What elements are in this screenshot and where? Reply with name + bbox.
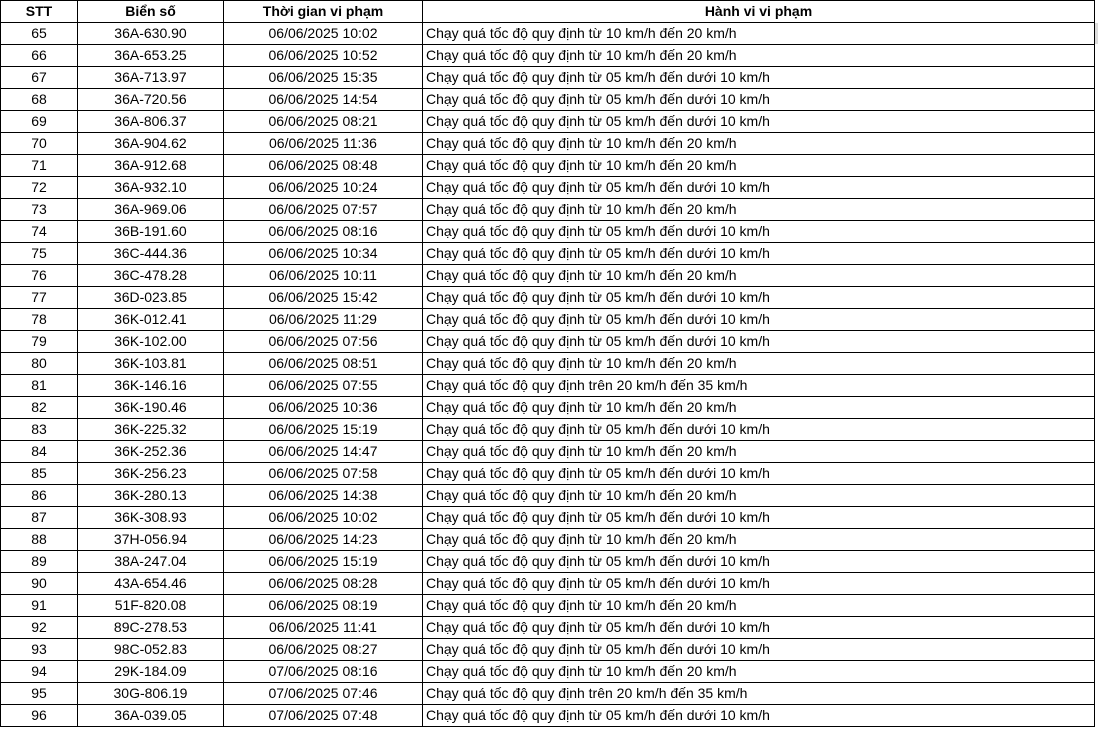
cell-violation-behavior[interactable]: Chạy quá tốc độ quy định từ 10 km/h đến 20 km/h (423, 265, 1095, 287)
table-row (1, 243, 1095, 265)
cell-license-plate[interactable]: 36K-280.13 (78, 485, 224, 507)
cell-license-plate[interactable]: 36K-252.36 (78, 441, 224, 463)
cell-license-plate[interactable]: 36K-190.46 (78, 397, 224, 419)
cell-stt[interactable]: 83 (1, 419, 78, 441)
table-row (1, 441, 1095, 463)
table-row (1, 595, 1095, 617)
cell-license-plate[interactable]: 36A-932.10 (78, 177, 224, 199)
cell-license-plate[interactable]: 36A-713.97 (78, 67, 224, 89)
cell-license-plate[interactable]: 29K-184.09 (78, 661, 224, 683)
cell-violation-time[interactable]: 06/06/2025 15:19 (224, 419, 423, 441)
cell-violation-time[interactable]: 06/06/2025 08:48 (224, 155, 423, 177)
cell-violation-behavior[interactable]: Chạy quá tốc độ quy định từ 10 km/h đến 20 km/h (423, 441, 1095, 463)
cell-violation-time[interactable]: 06/06/2025 08:28 (224, 573, 423, 595)
header-violation-time[interactable]: Thời gian vi phạm (224, 1, 423, 23)
table-row (1, 23, 1095, 45)
table-row (1, 529, 1095, 551)
cell-license-plate[interactable]: 43A-654.46 (78, 573, 224, 595)
cell-stt[interactable]: 94 (1, 661, 78, 683)
cell-violation-behavior[interactable]: Chạy quá tốc độ quy định từ 05 km/h đến dưới 10 km/h (423, 617, 1095, 639)
cell-violation-behavior[interactable]: Chạy quá tốc độ quy định từ 05 km/h đến dưới 10 km/h (423, 331, 1095, 353)
header-row (1, 1, 1095, 23)
cell-stt[interactable]: 82 (1, 397, 78, 419)
cell-stt[interactable]: 92 (1, 617, 78, 639)
cell-violation-behavior[interactable]: Chạy quá tốc độ quy định từ 05 km/h đến dưới 10 km/h (423, 507, 1095, 529)
cell-violation-behavior[interactable]: Chạy quá tốc độ quy định từ 05 km/h đến dưới 10 km/h (423, 89, 1095, 111)
cell-stt[interactable]: 73 (1, 199, 78, 221)
table-row (1, 221, 1095, 243)
cell-violation-behavior[interactable]: Chạy quá tốc độ quy định từ 10 km/h đến 20 km/h (423, 485, 1095, 507)
cell-violation-behavior[interactable]: Chạy quá tốc độ quy định từ 05 km/h đến dưới 10 km/h (423, 177, 1095, 199)
cell-stt[interactable]: 72 (1, 177, 78, 199)
cell-license-plate[interactable]: 30G-806.19 (78, 683, 224, 705)
cell-license-plate[interactable]: 36A-039.05 (78, 705, 224, 727)
cell-violation-time[interactable]: 06/06/2025 10:02 (224, 507, 423, 529)
cell-violation-time[interactable]: 06/06/2025 11:36 (224, 133, 423, 155)
cell-license-plate[interactable]: 36K-102.00 (78, 331, 224, 353)
cell-violation-behavior[interactable]: Chạy quá tốc độ quy định từ 05 km/h đến dưới 10 km/h (423, 573, 1095, 595)
header-violation-behavior[interactable]: Hành vi vi phạm (423, 1, 1095, 23)
table-row (1, 45, 1095, 67)
cell-stt[interactable]: 95 (1, 683, 78, 705)
table-row (1, 639, 1095, 661)
cell-violation-behavior[interactable]: Chạy quá tốc độ quy định từ 05 km/h đến dưới 10 km/h (423, 221, 1095, 243)
cell-stt[interactable]: 93 (1, 639, 78, 661)
cell-stt[interactable]: 75 (1, 243, 78, 265)
cell-license-plate[interactable]: 36B-191.60 (78, 221, 224, 243)
cell-license-plate[interactable]: 37H-056.94 (78, 529, 224, 551)
cell-stt[interactable]: 86 (1, 485, 78, 507)
table-row (1, 507, 1095, 529)
cell-violation-time[interactable]: 06/06/2025 10:52 (224, 45, 423, 67)
table-row (1, 331, 1095, 353)
cell-violation-time[interactable]: 06/06/2025 15:35 (224, 67, 423, 89)
cell-violation-behavior[interactable]: Chạy quá tốc độ quy định từ 10 km/h đến 20 km/h (423, 661, 1095, 683)
cell-license-plate[interactable]: 36K-146.16 (78, 375, 224, 397)
header-license-plate[interactable]: Biển số (78, 1, 224, 23)
cell-stt[interactable]: 68 (1, 89, 78, 111)
cell-violation-behavior[interactable]: Chạy quá tốc độ quy định từ 10 km/h đến 20 km/h (423, 23, 1095, 45)
cell-stt[interactable]: 96 (1, 705, 78, 727)
cell-stt[interactable]: 87 (1, 507, 78, 529)
table-row (1, 155, 1095, 177)
header-stt[interactable]: STT (1, 1, 78, 23)
cell-violation-time[interactable]: 06/06/2025 08:19 (224, 595, 423, 617)
cell-stt[interactable]: 74 (1, 221, 78, 243)
cell-violation-behavior[interactable]: Chạy quá tốc độ quy định từ 10 km/h đến 20 km/h (423, 133, 1095, 155)
cell-stt[interactable]: 81 (1, 375, 78, 397)
table-row (1, 111, 1095, 133)
cell-violation-time[interactable]: 06/06/2025 10:34 (224, 243, 423, 265)
cell-violation-behavior[interactable]: Chạy quá tốc độ quy định từ 05 km/h đến dưới 10 km/h (423, 639, 1095, 661)
cell-violation-behavior[interactable]: Chạy quá tốc độ quy định từ 10 km/h đến 20 km/h (423, 595, 1095, 617)
cell-violation-time[interactable]: 06/06/2025 14:54 (224, 89, 423, 111)
table-row (1, 573, 1095, 595)
cell-violation-behavior[interactable]: Chạy quá tốc độ quy định từ 05 km/h đến dưới 10 km/h (423, 551, 1095, 573)
cell-stt[interactable]: 67 (1, 67, 78, 89)
cell-license-plate[interactable]: 98C-052.83 (78, 639, 224, 661)
cell-violation-behavior[interactable]: Chạy quá tốc độ quy định từ 05 km/h đến dưới 10 km/h (423, 111, 1095, 133)
cell-license-plate[interactable]: 36A-969.06 (78, 199, 224, 221)
cell-violation-time[interactable]: 06/06/2025 14:23 (224, 529, 423, 551)
cell-license-plate[interactable]: 36A-806.37 (78, 111, 224, 133)
cell-violation-time[interactable]: 06/06/2025 11:29 (224, 309, 423, 331)
cell-violation-time[interactable]: 06/06/2025 10:11 (224, 265, 423, 287)
cell-stt[interactable]: 65 (1, 23, 78, 45)
cell-violation-behavior[interactable]: Chạy quá tốc độ quy định trên 20 km/h đến 35 km/h (423, 683, 1095, 705)
cell-violation-behavior[interactable]: Chạy quá tốc độ quy định từ 05 km/h đến dưới 10 km/h (423, 67, 1095, 89)
cell-stt[interactable]: 80 (1, 353, 78, 375)
cell-stt[interactable]: 70 (1, 133, 78, 155)
cell-violation-behavior[interactable]: Chạy quá tốc độ quy định từ 10 km/h đến 20 km/h (423, 45, 1095, 67)
cell-stt[interactable]: 69 (1, 111, 78, 133)
cell-stt[interactable]: 85 (1, 463, 78, 485)
cell-violation-behavior[interactable]: Chạy quá tốc độ quy định từ 05 km/h đến dưới 10 km/h (423, 309, 1095, 331)
table-row (1, 419, 1095, 441)
cell-stt[interactable]: 88 (1, 529, 78, 551)
cell-license-plate[interactable]: 36K-225.32 (78, 419, 224, 441)
cell-violation-time[interactable]: 06/06/2025 15:19 (224, 551, 423, 573)
cell-license-plate[interactable]: 36K-103.81 (78, 353, 224, 375)
cell-violation-time[interactable]: 07/06/2025 08:16 (224, 661, 423, 683)
cell-stt[interactable]: 90 (1, 573, 78, 595)
cell-violation-time[interactable]: 06/06/2025 14:38 (224, 485, 423, 507)
table-row (1, 617, 1095, 639)
cell-stt[interactable]: 84 (1, 441, 78, 463)
table-row (1, 265, 1095, 287)
cell-violation-behavior[interactable]: Chạy quá tốc độ quy định từ 10 km/h đến 20 km/h (423, 155, 1095, 177)
cell-violation-time[interactable]: 07/06/2025 07:48 (224, 705, 423, 727)
cell-violation-time[interactable]: 06/06/2025 10:24 (224, 177, 423, 199)
cell-violation-behavior[interactable]: Chạy quá tốc độ quy định từ 10 km/h đến 20 km/h (423, 397, 1095, 419)
cell-violation-time[interactable]: 06/06/2025 08:27 (224, 639, 423, 661)
cell-license-plate[interactable]: 38A-247.04 (78, 551, 224, 573)
cell-violation-time[interactable]: 06/06/2025 07:55 (224, 375, 423, 397)
cell-stt[interactable]: 89 (1, 551, 78, 573)
table-row (1, 485, 1095, 507)
table-row (1, 397, 1095, 419)
table-row (1, 199, 1095, 221)
cell-license-plate[interactable]: 36C-444.36 (78, 243, 224, 265)
cell-violation-behavior[interactable]: Chạy quá tốc độ quy định từ 10 km/h đến 20 km/h (423, 353, 1095, 375)
cell-license-plate[interactable]: 36K-012.41 (78, 309, 224, 331)
table-row (1, 705, 1095, 727)
table-row (1, 89, 1095, 111)
cell-stt[interactable]: 78 (1, 309, 78, 331)
cell-license-plate[interactable]: 36K-256.23 (78, 463, 224, 485)
cell-license-plate[interactable]: 36K-308.93 (78, 507, 224, 529)
table-row (1, 309, 1095, 331)
cell-violation-behavior[interactable]: Chạy quá tốc độ quy định từ 05 km/h đến dưới 10 km/h (423, 287, 1095, 309)
cell-license-plate[interactable]: 36A-904.62 (78, 133, 224, 155)
cell-violation-time[interactable]: 06/06/2025 15:42 (224, 287, 423, 309)
cell-stt[interactable]: 66 (1, 45, 78, 67)
cell-violation-time[interactable]: 06/06/2025 08:21 (224, 111, 423, 133)
cell-stt[interactable]: 79 (1, 331, 78, 353)
cell-stt[interactable]: 91 (1, 595, 78, 617)
table-row (1, 463, 1095, 485)
table-row (1, 353, 1095, 375)
cell-violation-time[interactable]: 06/06/2025 08:16 (224, 221, 423, 243)
cell-violation-time[interactable]: 06/06/2025 08:51 (224, 353, 423, 375)
table-row (1, 551, 1095, 573)
table-row (1, 375, 1095, 397)
cell-violation-behavior[interactable]: Chạy quá tốc độ quy định từ 05 km/h đến dưới 10 km/h (423, 243, 1095, 265)
cell-license-plate[interactable]: 51F-820.08 (78, 595, 224, 617)
cell-violation-time[interactable]: 06/06/2025 07:56 (224, 331, 423, 353)
cell-violation-behavior[interactable]: Chạy quá tốc độ quy định từ 10 km/h đến 20 km/h (423, 529, 1095, 551)
cell-license-plate[interactable]: 89C-278.53 (78, 617, 224, 639)
table-row (1, 177, 1095, 199)
table-row (1, 287, 1095, 309)
cell-violation-time[interactable]: 06/06/2025 11:41 (224, 617, 423, 639)
cell-violation-time[interactable]: 06/06/2025 07:58 (224, 463, 423, 485)
cell-violation-behavior[interactable]: Chạy quá tốc độ quy định từ 05 km/h đến dưới 10 km/h (423, 463, 1095, 485)
cell-stt[interactable]: 76 (1, 265, 78, 287)
table-row (1, 661, 1095, 683)
cell-stt[interactable]: 77 (1, 287, 78, 309)
cell-license-plate[interactable]: 36A-720.56 (78, 89, 224, 111)
cell-violation-time[interactable]: 06/06/2025 10:02 (224, 23, 423, 45)
cell-license-plate[interactable]: 36A-912.68 (78, 155, 224, 177)
cell-violation-behavior[interactable]: Chạy quá tốc độ quy định từ 05 km/h đến dưới 10 km/h (423, 419, 1095, 441)
cell-violation-time[interactable]: 06/06/2025 07:57 (224, 199, 423, 221)
cell-violation-behavior[interactable]: Chạy quá tốc độ quy định từ 10 km/h đến 20 km/h (423, 199, 1095, 221)
cell-violation-behavior[interactable]: Chạy quá tốc độ quy định trên 20 km/h đến 35 km/h (423, 375, 1095, 397)
cell-license-plate[interactable]: 36C-478.28 (78, 265, 224, 287)
cell-license-plate[interactable]: 36D-023.85 (78, 287, 224, 309)
table-row (1, 133, 1095, 155)
cell-violation-time[interactable]: 06/06/2025 10:36 (224, 397, 423, 419)
cell-license-plate[interactable]: 36A-653.25 (78, 45, 224, 67)
cell-violation-behavior[interactable]: Chạy quá tốc độ quy định từ 05 km/h đến dưới 10 km/h (423, 705, 1095, 727)
cell-violation-time[interactable]: 07/06/2025 07:46 (224, 683, 423, 705)
table-row (1, 683, 1095, 705)
cell-stt[interactable]: 71 (1, 155, 78, 177)
table-row (1, 67, 1095, 89)
table-body (1, 23, 1095, 727)
cell-license-plate[interactable]: 36A-630.90 (78, 23, 224, 45)
cell-violation-time[interactable]: 06/06/2025 14:47 (224, 441, 423, 463)
